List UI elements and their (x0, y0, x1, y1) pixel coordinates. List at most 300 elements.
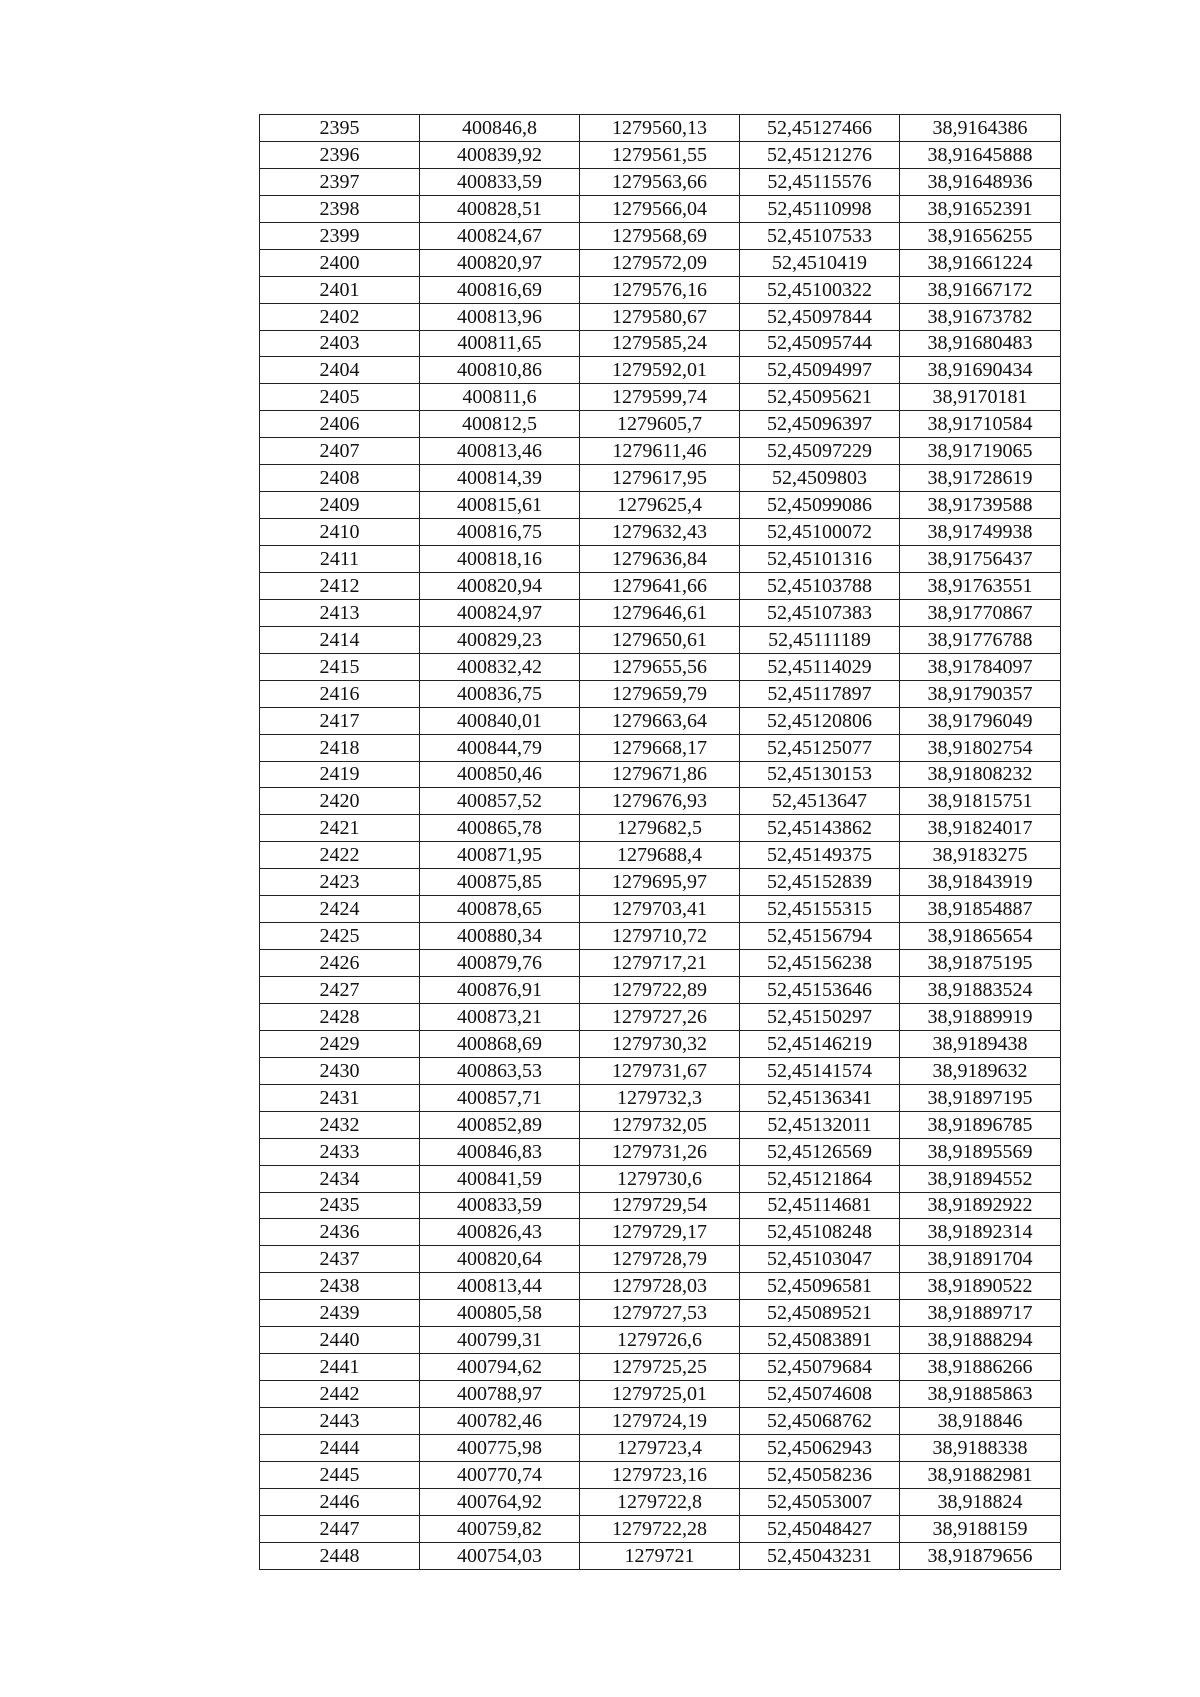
table-row (260, 384, 1061, 411)
longitude-cell: 38,91690434 (900, 357, 1061, 384)
x-coordinate-cell: 400816,69 (420, 276, 580, 303)
latitude-cell: 52,45083891 (740, 1327, 900, 1354)
table-row (260, 249, 1061, 276)
y-coordinate-cell: 1279723,16 (580, 1461, 740, 1488)
longitude-cell: 38,91796049 (900, 707, 1061, 734)
point-number-cell: 2448 (260, 1542, 420, 1569)
y-coordinate-cell: 1279659,79 (580, 680, 740, 707)
y-coordinate-cell: 1279668,17 (580, 734, 740, 761)
latitude-cell: 52,45095744 (740, 330, 900, 357)
y-coordinate-cell: 1279572,09 (580, 249, 740, 276)
x-coordinate-cell: 400850,46 (420, 761, 580, 788)
latitude-cell: 52,45114029 (740, 653, 900, 680)
table-row (260, 546, 1061, 573)
longitude-cell: 38,91739588 (900, 492, 1061, 519)
longitude-cell: 38,91645888 (900, 141, 1061, 168)
point-number-cell: 2417 (260, 707, 420, 734)
point-number-cell: 2407 (260, 438, 420, 465)
point-number-cell: 2419 (260, 761, 420, 788)
point-number-cell: 2440 (260, 1327, 420, 1354)
y-coordinate-cell: 1279722,89 (580, 977, 740, 1004)
longitude-cell: 38,91889919 (900, 1003, 1061, 1030)
latitude-cell: 52,45096397 (740, 411, 900, 438)
y-coordinate-cell: 1279682,5 (580, 815, 740, 842)
point-number-cell: 2400 (260, 249, 420, 276)
table-row (260, 734, 1061, 761)
longitude-cell: 38,91652391 (900, 195, 1061, 222)
y-coordinate-cell: 1279721 (580, 1542, 740, 1569)
x-coordinate-cell: 400829,23 (420, 626, 580, 653)
point-number-cell: 2398 (260, 195, 420, 222)
latitude-cell: 52,45132011 (740, 1111, 900, 1138)
latitude-cell: 52,45111189 (740, 626, 900, 653)
table-row (260, 1461, 1061, 1488)
point-number-cell: 2447 (260, 1515, 420, 1542)
longitude-cell: 38,91886266 (900, 1354, 1061, 1381)
longitude-cell: 38,91770867 (900, 599, 1061, 626)
table-row (260, 357, 1061, 384)
latitude-cell: 52,45130153 (740, 761, 900, 788)
table-row (260, 411, 1061, 438)
y-coordinate-cell: 1279592,01 (580, 357, 740, 384)
latitude-cell: 52,45156238 (740, 950, 900, 977)
latitude-cell: 52,45115576 (740, 168, 900, 195)
latitude-cell: 52,45114681 (740, 1192, 900, 1219)
longitude-cell: 38,918824 (900, 1488, 1061, 1515)
x-coordinate-cell: 400811,6 (420, 384, 580, 411)
latitude-cell: 52,45058236 (740, 1461, 900, 1488)
y-coordinate-cell: 1279599,74 (580, 384, 740, 411)
table-row (260, 1515, 1061, 1542)
table-row (260, 626, 1061, 653)
y-coordinate-cell: 1279730,32 (580, 1030, 740, 1057)
table-row (260, 1003, 1061, 1030)
x-coordinate-cell: 400818,16 (420, 546, 580, 573)
point-number-cell: 2401 (260, 276, 420, 303)
latitude-cell: 52,45089521 (740, 1300, 900, 1327)
longitude-cell: 38,91815751 (900, 788, 1061, 815)
latitude-cell: 52,45079684 (740, 1354, 900, 1381)
latitude-cell: 52,45143862 (740, 815, 900, 842)
point-number-cell: 2425 (260, 923, 420, 950)
table-row (260, 1219, 1061, 1246)
latitude-cell: 52,45100072 (740, 519, 900, 546)
longitude-cell: 38,91879656 (900, 1542, 1061, 1569)
point-number-cell: 2396 (260, 141, 420, 168)
point-number-cell: 2411 (260, 546, 420, 573)
latitude-cell: 52,45141574 (740, 1057, 900, 1084)
point-number-cell: 2439 (260, 1300, 420, 1327)
latitude-cell: 52,45149375 (740, 842, 900, 869)
y-coordinate-cell: 1279632,43 (580, 519, 740, 546)
y-coordinate-cell: 1279722,28 (580, 1515, 740, 1542)
y-coordinate-cell: 1279561,55 (580, 141, 740, 168)
longitude-cell: 38,91892314 (900, 1219, 1061, 1246)
x-coordinate-cell: 400863,53 (420, 1057, 580, 1084)
point-number-cell: 2426 (260, 950, 420, 977)
table-row (260, 1408, 1061, 1435)
latitude-cell: 52,45101316 (740, 546, 900, 573)
y-coordinate-cell: 1279731,26 (580, 1138, 740, 1165)
longitude-cell: 38,91667172 (900, 276, 1061, 303)
longitude-cell: 38,91673782 (900, 303, 1061, 330)
table-row (260, 599, 1061, 626)
longitude-cell: 38,91891704 (900, 1246, 1061, 1273)
table-row (260, 438, 1061, 465)
x-coordinate-cell: 400826,43 (420, 1219, 580, 1246)
point-number-cell: 2406 (260, 411, 420, 438)
latitude-cell: 52,45103047 (740, 1246, 900, 1273)
longitude-cell: 38,91894552 (900, 1165, 1061, 1192)
x-coordinate-cell: 400814,39 (420, 465, 580, 492)
latitude-cell: 52,45156794 (740, 923, 900, 950)
y-coordinate-cell: 1279732,05 (580, 1111, 740, 1138)
table-row (260, 923, 1061, 950)
longitude-cell: 38,91885863 (900, 1381, 1061, 1408)
x-coordinate-cell: 400775,98 (420, 1434, 580, 1461)
x-coordinate-cell: 400810,86 (420, 357, 580, 384)
point-number-cell: 2436 (260, 1219, 420, 1246)
table-row (260, 1273, 1061, 1300)
point-number-cell: 2420 (260, 788, 420, 815)
point-number-cell: 2428 (260, 1003, 420, 1030)
longitude-cell: 38,91802754 (900, 734, 1061, 761)
table-row (260, 977, 1061, 1004)
y-coordinate-cell: 1279732,3 (580, 1084, 740, 1111)
y-coordinate-cell: 1279560,13 (580, 115, 740, 142)
point-number-cell: 2408 (260, 465, 420, 492)
x-coordinate-cell: 400782,46 (420, 1408, 580, 1435)
point-number-cell: 2432 (260, 1111, 420, 1138)
y-coordinate-cell: 1279563,66 (580, 168, 740, 195)
longitude-cell: 38,91784097 (900, 653, 1061, 680)
table-row (260, 330, 1061, 357)
latitude-cell: 52,4509803 (740, 465, 900, 492)
y-coordinate-cell: 1279585,24 (580, 330, 740, 357)
longitude-cell: 38,91897195 (900, 1084, 1061, 1111)
latitude-cell: 52,45152839 (740, 869, 900, 896)
latitude-cell: 52,45048427 (740, 1515, 900, 1542)
x-coordinate-cell: 400876,91 (420, 977, 580, 1004)
table-row (260, 896, 1061, 923)
table-row (260, 761, 1061, 788)
table-row (260, 141, 1061, 168)
table-row (260, 519, 1061, 546)
latitude-cell: 52,45100322 (740, 276, 900, 303)
x-coordinate-cell: 400788,97 (420, 1381, 580, 1408)
longitude-cell: 38,91875195 (900, 950, 1061, 977)
longitude-cell: 38,9170181 (900, 384, 1061, 411)
longitude-cell: 38,9189632 (900, 1057, 1061, 1084)
point-number-cell: 2413 (260, 599, 420, 626)
longitude-cell: 38,91710584 (900, 411, 1061, 438)
x-coordinate-cell: 400824,97 (420, 599, 580, 626)
x-coordinate-cell: 400846,83 (420, 1138, 580, 1165)
point-number-cell: 2442 (260, 1381, 420, 1408)
x-coordinate-cell: 400813,44 (420, 1273, 580, 1300)
point-number-cell: 2429 (260, 1030, 420, 1057)
x-coordinate-cell: 400824,67 (420, 222, 580, 249)
longitude-cell: 38,91889717 (900, 1300, 1061, 1327)
x-coordinate-cell: 400836,75 (420, 680, 580, 707)
table-row (260, 1300, 1061, 1327)
x-coordinate-cell: 400813,96 (420, 303, 580, 330)
longitude-cell: 38,91728619 (900, 465, 1061, 492)
y-coordinate-cell: 1279676,93 (580, 788, 740, 815)
y-coordinate-cell: 1279671,86 (580, 761, 740, 788)
x-coordinate-cell: 400832,42 (420, 653, 580, 680)
point-number-cell: 2445 (260, 1461, 420, 1488)
x-coordinate-cell: 400839,92 (420, 141, 580, 168)
x-coordinate-cell: 400812,5 (420, 411, 580, 438)
longitude-cell: 38,91824017 (900, 815, 1061, 842)
table-row (260, 465, 1061, 492)
x-coordinate-cell: 400857,71 (420, 1084, 580, 1111)
point-number-cell: 2441 (260, 1354, 420, 1381)
y-coordinate-cell: 1279703,41 (580, 896, 740, 923)
y-coordinate-cell: 1279580,67 (580, 303, 740, 330)
longitude-cell: 38,91896785 (900, 1111, 1061, 1138)
y-coordinate-cell: 1279655,56 (580, 653, 740, 680)
y-coordinate-cell: 1279625,4 (580, 492, 740, 519)
point-number-cell: 2416 (260, 680, 420, 707)
y-coordinate-cell: 1279650,61 (580, 626, 740, 653)
y-coordinate-cell: 1279723,4 (580, 1434, 740, 1461)
x-coordinate-cell: 400875,85 (420, 869, 580, 896)
y-coordinate-cell: 1279725,25 (580, 1354, 740, 1381)
point-number-cell: 2422 (260, 842, 420, 869)
table-row (260, 653, 1061, 680)
latitude-cell: 52,45136341 (740, 1084, 900, 1111)
y-coordinate-cell: 1279728,79 (580, 1246, 740, 1273)
latitude-cell: 52,45053007 (740, 1488, 900, 1515)
longitude-cell: 38,91656255 (900, 222, 1061, 249)
table-row (260, 1057, 1061, 1084)
x-coordinate-cell: 400880,34 (420, 923, 580, 950)
x-coordinate-cell: 400846,8 (420, 115, 580, 142)
x-coordinate-cell: 400871,95 (420, 842, 580, 869)
x-coordinate-cell: 400759,82 (420, 1515, 580, 1542)
y-coordinate-cell: 1279641,66 (580, 572, 740, 599)
point-number-cell: 2397 (260, 168, 420, 195)
x-coordinate-cell: 400794,62 (420, 1354, 580, 1381)
latitude-cell: 52,45094997 (740, 357, 900, 384)
x-coordinate-cell: 400844,79 (420, 734, 580, 761)
point-number-cell: 2403 (260, 330, 420, 357)
y-coordinate-cell: 1279729,17 (580, 1219, 740, 1246)
y-coordinate-cell: 1279726,6 (580, 1327, 740, 1354)
latitude-cell: 52,45126569 (740, 1138, 900, 1165)
latitude-cell: 52,45127466 (740, 115, 900, 142)
x-coordinate-cell: 400770,74 (420, 1461, 580, 1488)
longitude-cell: 38,91882981 (900, 1461, 1061, 1488)
table-row (260, 1192, 1061, 1219)
table-row (260, 572, 1061, 599)
point-number-cell: 2412 (260, 572, 420, 599)
table-row (260, 1354, 1061, 1381)
y-coordinate-cell: 1279605,7 (580, 411, 740, 438)
x-coordinate-cell: 400820,94 (420, 572, 580, 599)
point-number-cell: 2402 (260, 303, 420, 330)
longitude-cell: 38,91756437 (900, 546, 1061, 573)
table-row (260, 1542, 1061, 1569)
latitude-cell: 52,45155315 (740, 896, 900, 923)
longitude-cell: 38,91888294 (900, 1327, 1061, 1354)
point-number-cell: 2423 (260, 869, 420, 896)
point-number-cell: 2414 (260, 626, 420, 653)
longitude-cell: 38,91895569 (900, 1138, 1061, 1165)
latitude-cell: 52,45146219 (740, 1030, 900, 1057)
point-number-cell: 2415 (260, 653, 420, 680)
latitude-cell: 52,45121276 (740, 141, 900, 168)
y-coordinate-cell: 1279688,4 (580, 842, 740, 869)
table-row (260, 168, 1061, 195)
table-row (260, 842, 1061, 869)
y-coordinate-cell: 1279663,64 (580, 707, 740, 734)
table-row (260, 950, 1061, 977)
x-coordinate-cell: 400820,64 (420, 1246, 580, 1273)
latitude-cell: 52,45095621 (740, 384, 900, 411)
longitude-cell: 38,918846 (900, 1408, 1061, 1435)
point-number-cell: 2435 (260, 1192, 420, 1219)
longitude-cell: 38,91854887 (900, 896, 1061, 923)
y-coordinate-cell: 1279695,97 (580, 869, 740, 896)
longitude-cell: 38,91719065 (900, 438, 1061, 465)
longitude-cell: 38,91680483 (900, 330, 1061, 357)
table-row (260, 1327, 1061, 1354)
point-number-cell: 2438 (260, 1273, 420, 1300)
table-row (260, 1111, 1061, 1138)
latitude-cell: 52,45068762 (740, 1408, 900, 1435)
x-coordinate-cell: 400820,97 (420, 249, 580, 276)
y-coordinate-cell: 1279724,19 (580, 1408, 740, 1435)
coordinates-table-body (260, 115, 1061, 1570)
longitude-cell: 38,9183275 (900, 842, 1061, 869)
point-number-cell: 2427 (260, 977, 420, 1004)
latitude-cell: 52,45062943 (740, 1434, 900, 1461)
y-coordinate-cell: 1279729,54 (580, 1192, 740, 1219)
y-coordinate-cell: 1279731,67 (580, 1057, 740, 1084)
y-coordinate-cell: 1279566,04 (580, 195, 740, 222)
longitude-cell: 38,91763551 (900, 572, 1061, 599)
y-coordinate-cell: 1279727,26 (580, 1003, 740, 1030)
longitude-cell: 38,9188338 (900, 1434, 1061, 1461)
table-row (260, 707, 1061, 734)
x-coordinate-cell: 400841,59 (420, 1165, 580, 1192)
table-row (260, 815, 1061, 842)
longitude-cell: 38,91661224 (900, 249, 1061, 276)
point-number-cell: 2405 (260, 384, 420, 411)
latitude-cell: 52,45096581 (740, 1273, 900, 1300)
x-coordinate-cell: 400840,01 (420, 707, 580, 734)
x-coordinate-cell: 400815,61 (420, 492, 580, 519)
point-number-cell: 2424 (260, 896, 420, 923)
latitude-cell: 52,45099086 (740, 492, 900, 519)
y-coordinate-cell: 1279728,03 (580, 1273, 740, 1300)
x-coordinate-cell: 400868,69 (420, 1030, 580, 1057)
table-row (260, 680, 1061, 707)
latitude-cell: 52,45120806 (740, 707, 900, 734)
table-row (260, 869, 1061, 896)
x-coordinate-cell: 400879,76 (420, 950, 580, 977)
longitude-cell: 38,9164386 (900, 115, 1061, 142)
latitude-cell: 52,45097844 (740, 303, 900, 330)
point-number-cell: 2399 (260, 222, 420, 249)
x-coordinate-cell: 400754,03 (420, 1542, 580, 1569)
y-coordinate-cell: 1279722,8 (580, 1488, 740, 1515)
latitude-cell: 52,45125077 (740, 734, 900, 761)
latitude-cell: 52,45117897 (740, 680, 900, 707)
x-coordinate-cell: 400857,52 (420, 788, 580, 815)
latitude-cell: 52,45043231 (740, 1542, 900, 1569)
latitude-cell: 52,45108248 (740, 1219, 900, 1246)
x-coordinate-cell: 400813,46 (420, 438, 580, 465)
x-coordinate-cell: 400833,59 (420, 1192, 580, 1219)
longitude-cell: 38,91790357 (900, 680, 1061, 707)
table-row (260, 1381, 1061, 1408)
point-number-cell: 2433 (260, 1138, 420, 1165)
y-coordinate-cell: 1279646,61 (580, 599, 740, 626)
longitude-cell: 38,91648936 (900, 168, 1061, 195)
x-coordinate-cell: 400865,78 (420, 815, 580, 842)
y-coordinate-cell: 1279636,84 (580, 546, 740, 573)
longitude-cell: 38,9189438 (900, 1030, 1061, 1057)
point-number-cell: 2430 (260, 1057, 420, 1084)
longitude-cell: 38,91776788 (900, 626, 1061, 653)
latitude-cell: 52,45121864 (740, 1165, 900, 1192)
latitude-cell: 52,45107533 (740, 222, 900, 249)
x-coordinate-cell: 400852,89 (420, 1111, 580, 1138)
table-row (260, 1434, 1061, 1461)
table-row (260, 1084, 1061, 1111)
latitude-cell: 52,45110998 (740, 195, 900, 222)
table-row (260, 1030, 1061, 1057)
x-coordinate-cell: 400816,75 (420, 519, 580, 546)
x-coordinate-cell: 400878,65 (420, 896, 580, 923)
x-coordinate-cell: 400811,65 (420, 330, 580, 357)
y-coordinate-cell: 1279710,72 (580, 923, 740, 950)
latitude-cell: 52,4510419 (740, 249, 900, 276)
point-number-cell: 2443 (260, 1408, 420, 1435)
table-row (260, 195, 1061, 222)
longitude-cell: 38,91883524 (900, 977, 1061, 1004)
latitude-cell: 52,45097229 (740, 438, 900, 465)
point-number-cell: 2434 (260, 1165, 420, 1192)
x-coordinate-cell: 400764,92 (420, 1488, 580, 1515)
point-number-cell: 2409 (260, 492, 420, 519)
latitude-cell: 52,45150297 (740, 1003, 900, 1030)
latitude-cell: 52,45074608 (740, 1381, 900, 1408)
x-coordinate-cell: 400805,58 (420, 1300, 580, 1327)
table-row (260, 222, 1061, 249)
latitude-cell: 52,4513647 (740, 788, 900, 815)
point-number-cell: 2410 (260, 519, 420, 546)
point-number-cell: 2395 (260, 115, 420, 142)
latitude-cell: 52,45153646 (740, 977, 900, 1004)
table-row (260, 1246, 1061, 1273)
table-row (260, 303, 1061, 330)
table-row (260, 1488, 1061, 1515)
y-coordinate-cell: 1279730,6 (580, 1165, 740, 1192)
y-coordinate-cell: 1279727,53 (580, 1300, 740, 1327)
longitude-cell: 38,9188159 (900, 1515, 1061, 1542)
point-number-cell: 2446 (260, 1488, 420, 1515)
y-coordinate-cell: 1279617,95 (580, 465, 740, 492)
point-number-cell: 2444 (260, 1434, 420, 1461)
x-coordinate-cell: 400833,59 (420, 168, 580, 195)
x-coordinate-cell: 400873,21 (420, 1003, 580, 1030)
table-row (260, 1138, 1061, 1165)
